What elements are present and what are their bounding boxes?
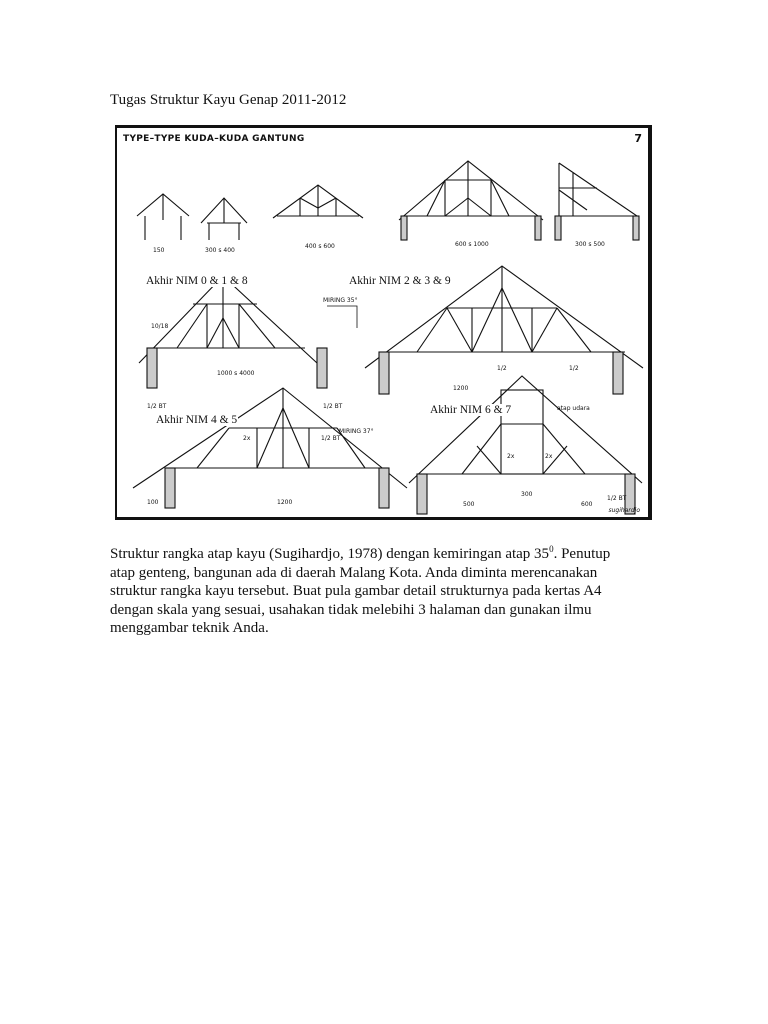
dim-8: 1/2 — [497, 365, 507, 372]
dim-10: 1200 — [277, 499, 293, 506]
dim-6: 1000 s 4000 — [217, 370, 255, 377]
truss-d-rafters — [409, 376, 642, 483]
figure-credit: sugihardjo — [608, 507, 640, 514]
dim-4: 600 s 1000 — [455, 241, 489, 248]
wall-d: 1/2 BT — [607, 495, 627, 502]
paragraph-text-1: Struktur rangka atap kayu (Sugihardjo, 1978) dengan kemiringan atap 35 — [110, 546, 550, 562]
tag-2x: 2x — [243, 435, 251, 442]
dim-12: 300 — [521, 491, 533, 498]
dim-9: 1/2 — [569, 365, 579, 372]
truss-a-rafters — [139, 276, 317, 363]
label-nim-0-1-8: Akhir NIM 0 & 1 & 8 — [146, 275, 248, 287]
paragraph-superscript: 0 — [549, 544, 554, 554]
wall-c: 1/2 BT — [321, 435, 341, 442]
figure-page-number: 7 — [634, 132, 642, 145]
dim-7: 1200 — [453, 385, 469, 392]
wall-a: 1/2 BT — [147, 403, 167, 410]
truss-drawings — [117, 128, 652, 518]
dim-3: 400 s 600 — [305, 243, 335, 250]
tag-2x-b: 2x — [507, 453, 515, 460]
miring-b: MIRING 37° — [339, 428, 374, 435]
miring-a: MIRING 35° — [323, 297, 358, 304]
wall-b: 1/2 BT — [323, 403, 343, 410]
truss-types-figure — [115, 125, 652, 520]
dim-5: 300 s 500 — [575, 241, 605, 248]
dim-14: 100 — [147, 499, 159, 506]
assignment-paragraph — [110, 540, 620, 638]
document-title: Tugas Struktur Kayu Genap 2011-2012 — [110, 92, 347, 108]
dim-1: 150 — [153, 247, 165, 254]
dim-11: 500 — [463, 501, 475, 508]
dim-2: 300 s 400 — [205, 247, 235, 254]
label-nim-2-3-9: Akhir NIM 2 & 3 & 9 — [349, 275, 451, 287]
tag-2x-c: 2x — [545, 453, 553, 460]
dim-13: 600 — [581, 501, 593, 508]
paragraph-text-2: . Penutup atap genteng, bangunan ada di daerah Malang Kota. Anda diminta merencanakan struktur rangka kayu tersebut. Buat pula gambar detail strukturnya pada kertas A4 dengan skala yang sesuai, usahakan tidak melebihi 3 halaman dan gunakan ilmu menggambar teknik Anda. — [110, 546, 611, 636]
label-nim-4-5: Akhir NIM 4 & 5 — [156, 414, 238, 426]
truss-5-rafters — [559, 163, 637, 216]
truss-4-rafters — [399, 161, 543, 220]
tag-10-18: 10/18 — [151, 323, 169, 330]
tag-lubang: atap udara — [557, 405, 590, 412]
label-nim-6-7: Akhir NIM 6 & 7 — [430, 404, 512, 416]
figure-heading: TYPE–TYPE KUDA–KUDA GANTUNG — [123, 134, 305, 144]
